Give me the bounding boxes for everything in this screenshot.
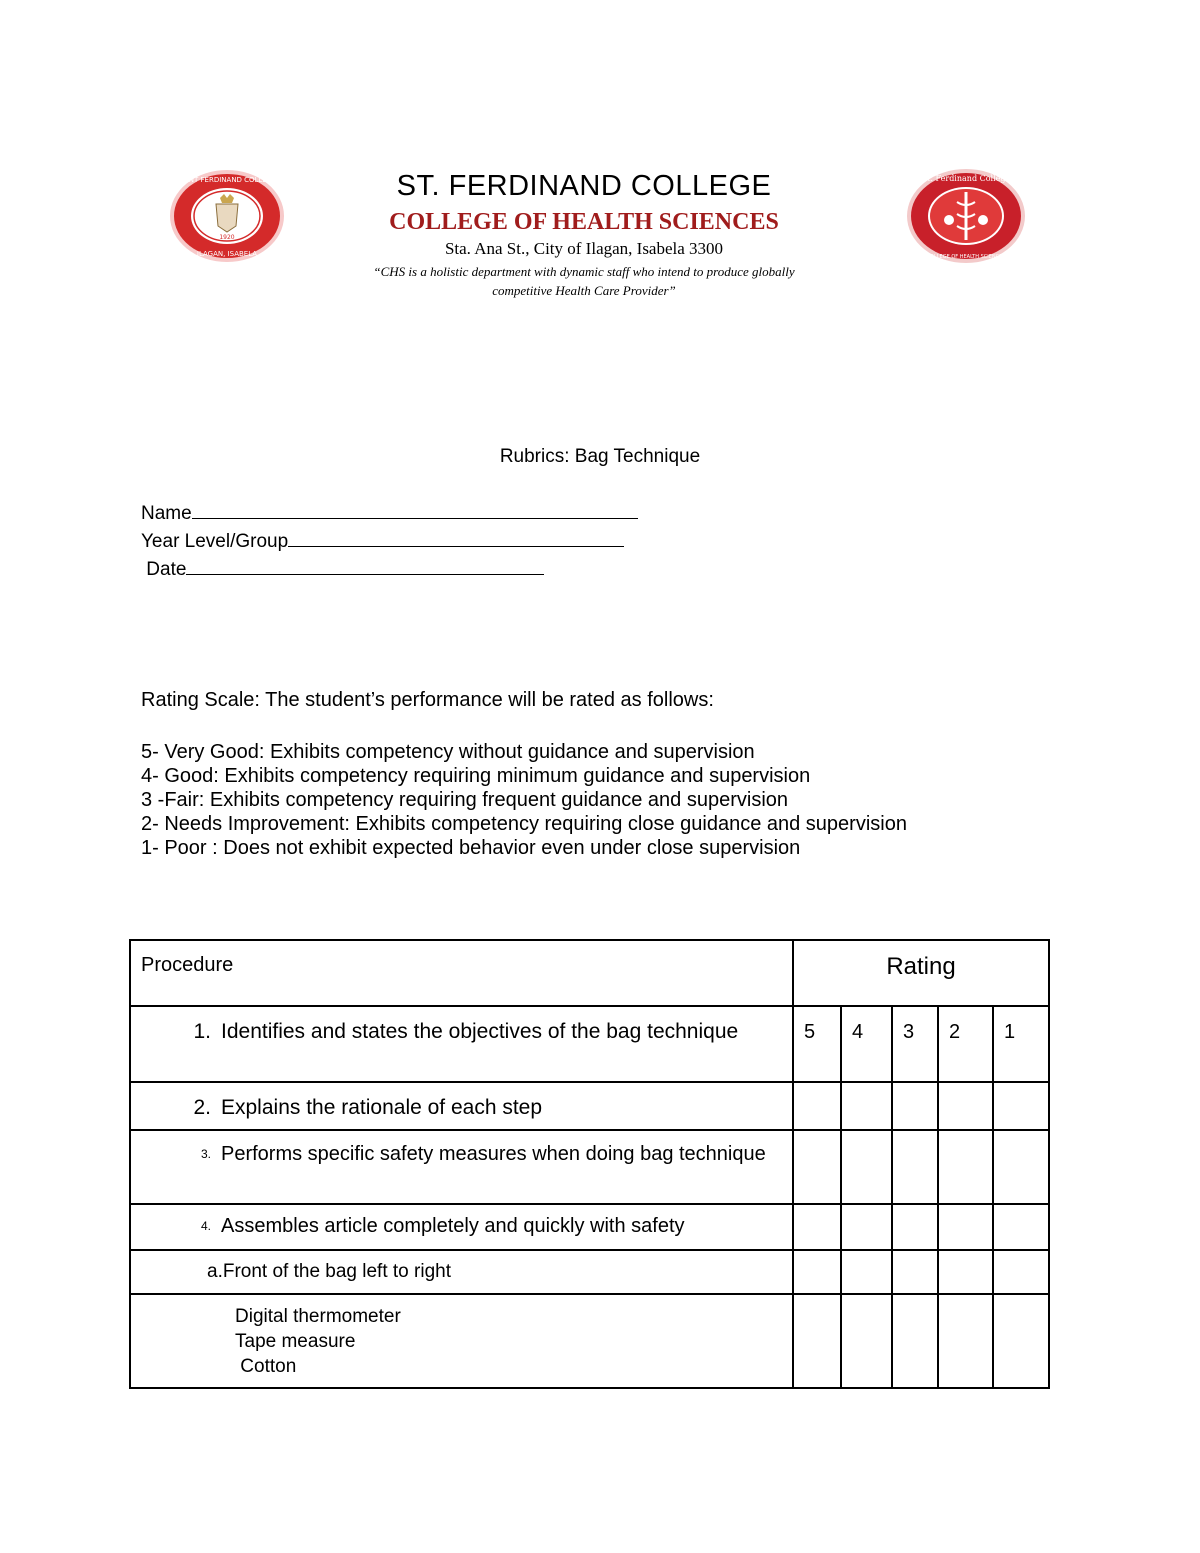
procedure-cell <box>130 1294 793 1388</box>
score-5[interactable]: 5 <box>793 1006 841 1082</box>
item-number: 1. <box>193 1020 211 1043</box>
rating-cell[interactable] <box>993 1082 1049 1130</box>
rating-cell[interactable] <box>793 1250 841 1294</box>
college-address: Sta. Ana St., City of Ilagan, Isabela 3300 <box>444 239 724 258</box>
rating-cell[interactable] <box>841 1204 892 1250</box>
table-row <box>130 1082 1049 1130</box>
item-text: Performs specific safety measures when doing bag technique <box>221 1143 766 1165</box>
rating-level-3: 3 -Fair: Exhibits competency requiring frequent guidance and supervision <box>141 789 789 811</box>
rating-scale-list <box>141 740 907 860</box>
rating-cell[interactable] <box>993 1204 1049 1250</box>
rating-cell[interactable] <box>993 1130 1049 1204</box>
rating-cell[interactable] <box>938 1250 993 1294</box>
date-blank-line[interactable] <box>186 560 544 575</box>
rating-scale-intro: Rating Scale: The student’s performance will be rated as follows: <box>141 689 714 711</box>
table-row <box>130 1294 1049 1388</box>
year-level-field[interactable] <box>141 528 624 556</box>
procedure-cell <box>130 1130 793 1204</box>
name-label: Name <box>141 503 192 524</box>
item-text: Identifies and states the objectives of the bag technique <box>221 1020 739 1043</box>
item-text: Explains the rationale of each step <box>221 1096 543 1119</box>
mission-line-1: “CHS is a holistic department with dynamic staff who intend to produce globally <box>373 264 795 279</box>
svg-text:1920: 1920 <box>219 234 235 241</box>
procedure-header: Procedure <box>130 940 793 1006</box>
rating-cell[interactable] <box>892 1294 938 1388</box>
rating-cell[interactable] <box>993 1294 1049 1388</box>
svg-text:COLLEGE OF HEALTH SCIENCES: COLLEGE OF HEALTH SCIENCES <box>926 254 1006 260</box>
item-number: 4. <box>200 1219 211 1233</box>
rating-cell[interactable] <box>938 1082 993 1130</box>
bag-contents-list <box>131 1295 792 1379</box>
rating-level-1: 1- Poor : Does not exhibit expected behavior even under close supervision <box>141 837 801 859</box>
svg-text:St. Ferdinand College: St. Ferdinand College <box>921 174 1011 183</box>
date-label: Date <box>141 559 187 580</box>
score-4[interactable]: 4 <box>841 1006 892 1082</box>
rating-cell[interactable] <box>938 1204 993 1250</box>
rating-cell[interactable] <box>841 1250 892 1294</box>
mission-line-2: competitive Health Care Provider” <box>492 283 676 298</box>
seal-ring-text-top: SAINT FERDINAND COLLEGE <box>177 176 277 184</box>
year-level-blank-line[interactable] <box>288 532 624 547</box>
procedure-cell <box>130 1082 793 1130</box>
score-1[interactable]: 1 <box>993 1006 1049 1082</box>
list-item: Tape measure <box>235 1331 356 1352</box>
rating-cell[interactable] <box>841 1294 892 1388</box>
rating-cell[interactable] <box>892 1250 938 1294</box>
list-item: Cotton <box>235 1356 297 1377</box>
procedure-cell <box>130 1204 793 1250</box>
rating-cell[interactable] <box>793 1294 841 1388</box>
rating-cell[interactable] <box>793 1130 841 1204</box>
item-number: 2. <box>193 1096 211 1119</box>
procedure-cell <box>130 1006 793 1082</box>
department-name: COLLEGE OF HEALTH SCIENCES <box>389 209 779 235</box>
year-level-label: Year Level/Group <box>141 531 289 552</box>
date-field[interactable] <box>141 556 544 584</box>
mission-statement <box>0 262 1168 300</box>
table-row <box>130 1204 1049 1250</box>
name-blank-line[interactable] <box>192 504 638 519</box>
rating-cell[interactable] <box>938 1130 993 1204</box>
rating-cell[interactable] <box>892 1082 938 1130</box>
subitem-text: a.Front of the bag left to right <box>207 1261 451 1282</box>
rating-cell[interactable] <box>892 1130 938 1204</box>
rating-level-4: 4- Good: Exhibits competency requiring minimum guidance and supervision <box>141 765 811 787</box>
score-3[interactable]: 3 <box>892 1006 938 1082</box>
table-row <box>130 1006 1049 1082</box>
item-text: Assembles article completely and quickly with safety <box>221 1215 685 1237</box>
table-row <box>130 1130 1049 1204</box>
score-2[interactable]: 2 <box>938 1006 993 1082</box>
svg-text:ILAGAN, ISABELA: ILAGAN, ISABELA <box>196 250 258 258</box>
rating-cell[interactable] <box>793 1082 841 1130</box>
rating-cell[interactable] <box>841 1082 892 1130</box>
list-item: Digital thermometer <box>235 1306 401 1327</box>
college-name: ST. FERDINAND COLLEGE <box>396 170 772 202</box>
rating-cell[interactable] <box>841 1130 892 1204</box>
table-header-row <box>130 940 1049 1006</box>
rating-header: Rating <box>793 940 1049 1006</box>
item-number: 3. <box>200 1147 211 1161</box>
rating-cell[interactable] <box>793 1204 841 1250</box>
rating-cell[interactable] <box>993 1250 1049 1294</box>
rubric-title: Rubrics: Bag Technique <box>499 446 701 467</box>
rubric-table <box>129 939 1050 1389</box>
table-row <box>130 1250 1049 1294</box>
name-field[interactable] <box>141 500 638 528</box>
rating-cell[interactable] <box>938 1294 993 1388</box>
rating-level-2: 2- Needs Improvement: Exhibits competency requiring close guidance and supervision <box>141 813 907 835</box>
procedure-cell <box>130 1250 793 1294</box>
rating-cell[interactable] <box>892 1204 938 1250</box>
rating-level-5: 5- Very Good: Exhibits competency without guidance and supervision <box>141 741 755 763</box>
